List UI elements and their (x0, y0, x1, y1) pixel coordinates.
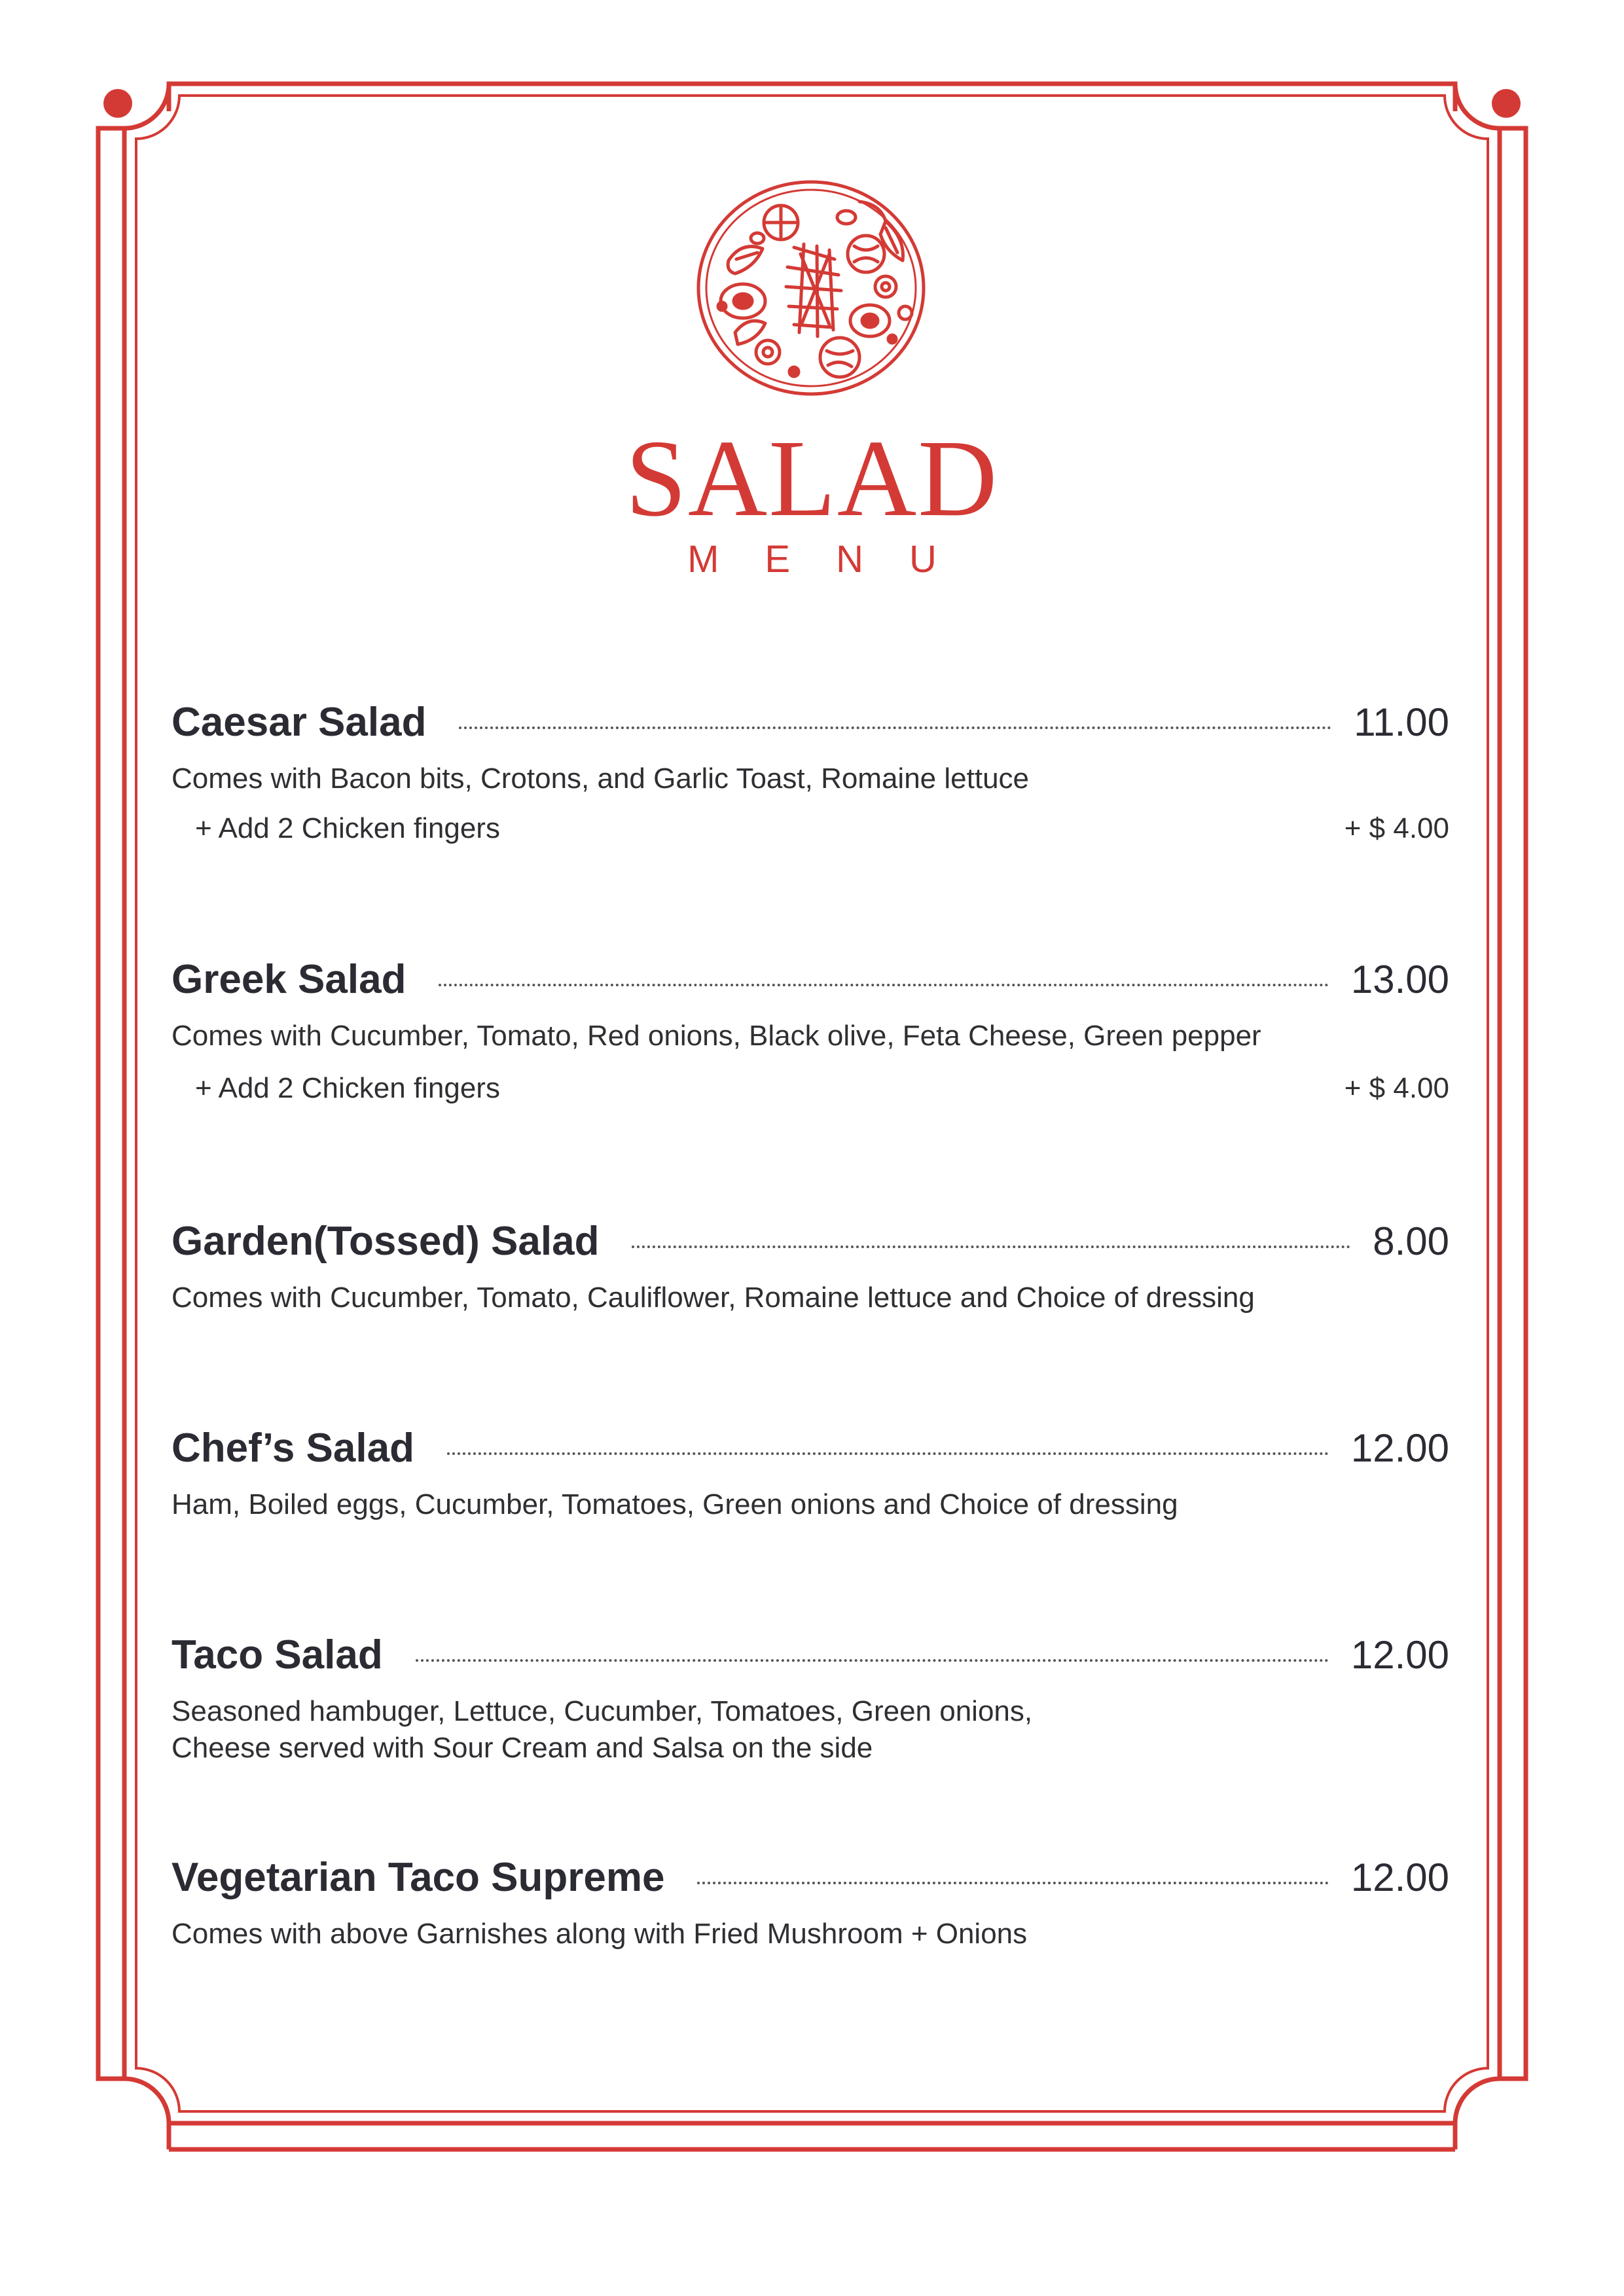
dotted-leader (416, 1659, 1329, 1662)
menu-item-greek-salad (171, 952, 1449, 1107)
item-description-line-1: Seasoned hambuger, Lettuce, Cucumber, Tomatoes, Green onions, (171, 1695, 1033, 1727)
menu-item-garden-salad (171, 1214, 1449, 1316)
item-description: Ham, Boiled eggs, Cucumber, Tomatoes, Green onions and Choice of dressing (171, 1488, 1178, 1520)
item-price: 12.00 (1350, 1426, 1449, 1470)
item-description: Comes with above Garnishes along with Fried Mushroom + Onions (171, 1918, 1028, 1950)
item-description-line-2: Cheese served with Sour Cream and Salsa on the side (171, 1732, 873, 1764)
dotted-leader (697, 1882, 1328, 1884)
item-name: Taco Salad (171, 1632, 383, 1677)
corner-dot-right (1492, 89, 1521, 118)
corner-dot-left (103, 89, 132, 118)
menu-item-caesar-salad (171, 695, 1449, 847)
menu-item-chefs-salad (171, 1421, 1449, 1523)
addon-label: + Add 2 Chicken fingers (195, 812, 500, 844)
dotted-leader (459, 726, 1331, 729)
addon-price: + $ 4.00 (1344, 812, 1449, 844)
item-price: 8.00 (1373, 1219, 1449, 1263)
item-addon (171, 810, 1449, 847)
item-name: Garden(Tossed) Salad (171, 1219, 600, 1264)
salad-bowl-icon (689, 175, 933, 401)
menu-subtitle: MENU (687, 538, 983, 581)
item-description: Comes with Bacon bits, Crotons, and Garlic Toast, Romaine lettuce (171, 762, 1030, 795)
item-price: 12.00 (1350, 1856, 1449, 1899)
item-name: Vegetarian Taco Supreme (171, 1855, 665, 1900)
addon-price: + $ 4.00 (1344, 1072, 1449, 1104)
item-description: Comes with Cucumber, Tomato, Cauliflower, Romaine lettuce and Choice of dressing (171, 1282, 1255, 1314)
item-price: 11.00 (1354, 700, 1449, 744)
item-price: 13.00 (1350, 958, 1449, 1001)
dotted-leader (439, 984, 1328, 986)
dotted-leader (447, 1452, 1329, 1455)
item-name: Caesar Salad (171, 700, 427, 745)
item-name: Chef’s Salad (171, 1426, 414, 1471)
item-description: Comes with Cucumber, Tomato, Red onions, Black olive, Feta Cheese, Green pepper (171, 1020, 1261, 1052)
menu-title: SALAD (625, 418, 999, 539)
item-addon (171, 1070, 1449, 1107)
addon-label: + Add 2 Chicken fingers (195, 1072, 500, 1104)
dotted-leader (632, 1246, 1350, 1248)
menu-item-taco-salad (171, 1628, 1449, 1767)
item-name: Greek Salad (171, 957, 406, 1002)
menu-item-vegetarian-taco-supreme (171, 1850, 1449, 1952)
item-price: 12.00 (1350, 1633, 1449, 1677)
